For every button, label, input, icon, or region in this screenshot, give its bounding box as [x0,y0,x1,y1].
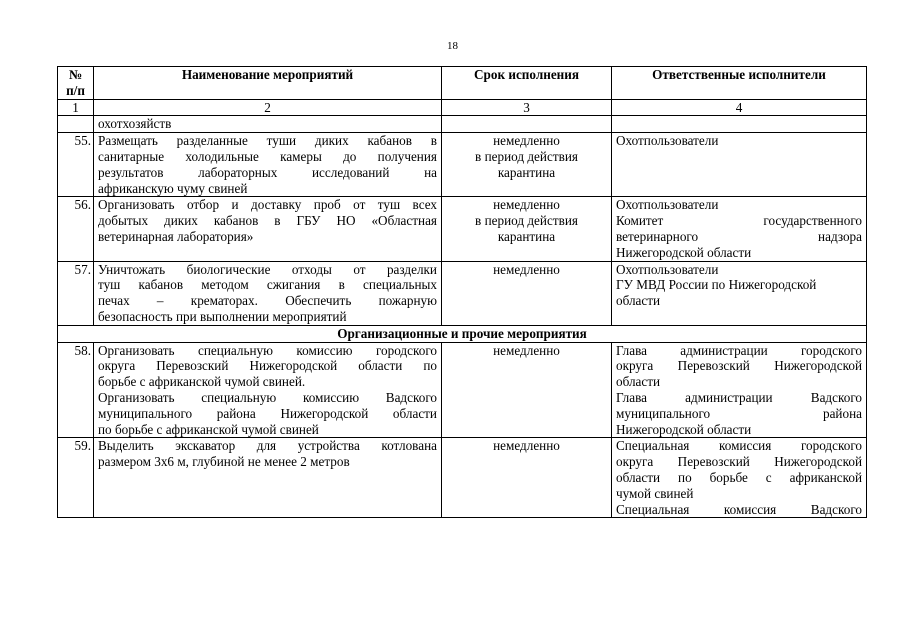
column-number-3: 3 [442,99,612,116]
table-header-row [58,67,867,100]
row-measure: Организовать специальную комиссию городского округа Перевозский Нижегородской области по борьбе с африканской чумой свиней. Организовать специальную комиссию Вадского муниципального района Нижегородской области по борьбе с африканской чумой свиней [94,342,442,438]
table-row [58,197,867,261]
row-responsible: Специальная комиссия городского округа Перевозский Нижегородской области по борьбе с африканской чумой свиней Специальная комиссия Вадского [612,438,867,518]
column-number-4: 4 [612,99,867,116]
row-number: 56. [58,197,94,261]
page-number: 18 [447,40,458,52]
row-measure: Размещать разделанные туши диких кабанов в санитарные холодильные камеры до получения результатов лабораторных исследований на африканскую чуму свиней [94,133,442,197]
header-name: Наименование мероприятий [94,67,442,100]
column-number-1: 1 [58,99,94,116]
row-term: немедленно [442,438,612,518]
row-term: немедленно [442,342,612,438]
row-term: немедленно [442,261,612,325]
table-row [58,438,867,518]
column-number-row [58,99,867,116]
row-number: 55. [58,133,94,197]
header-responsible: Ответственные исполнители [612,67,867,100]
continuation-row [58,116,867,133]
table-row [58,133,867,197]
row-measure: Уничтожать биологические отходы от разделки туш кабанов методом сжигания в специальных печах – крематорах. Обеспечить пожарную безопасность при выполнении мероприятий [94,261,442,325]
row-responsible: Охотпользователи ГУ МВД России по Нижегородской области [612,261,867,325]
row-responsible: Глава администрации городского округа Перевозский Нижегородской области Глава администрации Вадского муниципального района Нижегородской области [612,342,867,438]
row-number: 59. [58,438,94,518]
row-measure: Организовать отбор и доставку проб от туш всех добытых диких кабанов в ГБУ НО «Областная ветеринарная лаборатория» [94,197,442,261]
header-number: № п/п [58,67,94,100]
column-number-2: 2 [94,99,442,116]
row-number: 58. [58,342,94,438]
table-row [58,261,867,325]
row-responsible: Охотпользователи [612,133,867,197]
table-row [58,342,867,438]
section-row [58,325,867,342]
row-term: немедленно в период действия карантина [442,133,612,197]
continuation-text: охотхозяйств [94,116,442,133]
row-term: немедленно в период действия карантина [442,197,612,261]
section-title: Организационные и прочие мероприятия [58,325,867,342]
row-measure: Выделить экскаватор для устройства котлована размером 3х6 м, глубиной не менее 2 метров [94,438,442,518]
row-responsible: Охотпользователи Комитет государственного ветеринарного надзора Нижегородской области [612,197,867,261]
header-term: Срок исполнения [442,67,612,100]
row-number: 57. [58,261,94,325]
measures-table [57,66,867,518]
